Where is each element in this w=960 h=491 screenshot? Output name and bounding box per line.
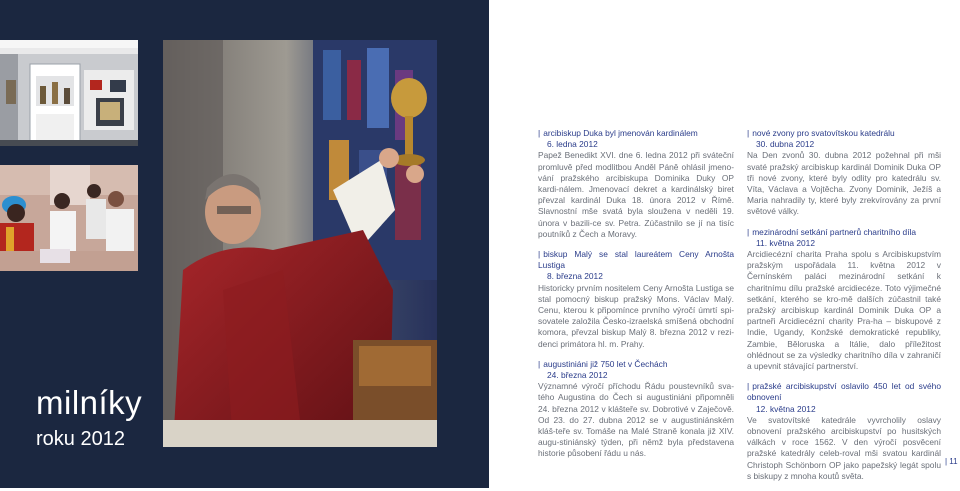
text-column-1: [538, 128, 734, 469]
hospital-photo-art: [0, 165, 138, 271]
milestone-title: | biskup Malý se stal laureátem Ceny Arnošta Lustiga: [538, 249, 734, 271]
milestone-title: | nové zvony pro svatovítskou katedrálu: [747, 128, 895, 138]
milestone-entry: [747, 381, 941, 482]
milestone-entry: [538, 249, 734, 350]
page-number: | 11: [945, 457, 958, 466]
milestone-date: 6. ledna 2012: [547, 139, 598, 150]
page-title-block: [36, 384, 142, 452]
exhibition-photo: [0, 40, 138, 146]
milestone-title: | arcibiskup Duka byl jmenován kardinálem: [538, 128, 698, 138]
milestone-text: Ve svatovítské katedrále vyvrcholily oslavy obnovení pražského arcibiskupství po husitských válkách v roce 1562. V den výročí posvěcení pražské katedrály celeb-roval mši svatou kardinál Christoph Schönborn OP jako papežský legát spolu s biskupy z mnoha koutů světa.: [747, 414, 941, 481]
milestone-date: 11. května 2012: [756, 237, 815, 248]
milestone-date: 8. března 2012: [547, 271, 603, 282]
milestone-title: | mezinárodní setkání partnerů charitního díla: [747, 226, 917, 237]
milestone-entry: [538, 359, 734, 460]
milestone-title: | augustiniáni již 750 let v Čechách: [538, 358, 668, 369]
text-column-2: [747, 128, 941, 491]
page-title: milníky: [36, 384, 143, 421]
milestone-entry: [538, 128, 734, 240]
cardinal-mass-photo: [163, 40, 437, 447]
milestone-text: Významné výročí příchodu Řádu poustevníků sva-tého Augustina do Čech si augustiniáni připomněli 24. března 2012 v klášteře sv. Dobrotivé v Zaječově. Od 23. do 27. dubna 2012 se v augustiniánském kláš-teře sv. Tomáše na Malé Straně konala již XIV. augu-stiniánský týden, při němž byla představena historie působení řádu u nás.: [538, 381, 734, 459]
cardinal-mass-photo-art: [163, 40, 437, 447]
milestone-date: 24. března 2012: [547, 370, 608, 381]
milestone-text: Na Den zvonů 30. dubna 2012 požehnal při mši svaté pražský arcibiskup kardinál Dominik Duka OP tři nové zvony, které byly odlity pro katedrálu sv. Víta, Václava a Vojtěcha. Zvony Dominik, Ježíš a Maria nahradily ty, které byly zrekvírovány za první světové války.: [747, 150, 941, 217]
page-subtitle: roku 2012: [36, 428, 125, 450]
milestone-entry: [747, 227, 941, 373]
milestone-text: Papež Benedikt XVI. dne 6. ledna 2012 při sváteční promluvě před modlitbou Anděl Páně ohlásil jmeno-vání pražského arcibiskupa Dominika Duky OP kardi-nálem. Jmenovací dekret a kardinálský biret převzal kardinál Duka 18. února 2012 v Římě. Slavnostní mše svatá byla sloužena v neděli 19. února v bazili-ce sv. Petra. Zúčastnilo se jí na tisíc poutníků z Čech a Moravy.: [538, 150, 734, 239]
milestone-entry: [747, 128, 941, 218]
milestone-date: 30. dubna 2012: [756, 139, 815, 150]
exhibition-photo-art: [0, 40, 138, 146]
hospital-photo: [0, 165, 138, 271]
milestone-title: | pražské arcibiskupství oslavilo 450 let od svého obnovení: [747, 381, 941, 403]
milestone-text: Arcidiecézní charita Praha spolu s Arcibiskupstvím pražským uspořádala 11. května 2012 v Černínském paláci mezinárodní setkání k charitnímu dílu pražské arcidiecéze. Toto výjimečné setkání, kterého se kro-mě dalších zúčastnil také pražský arcibiskup kardinál Dominik Duka OP a partneři Arcidiecézní charity Pra-ha – biskupové z Indie, Ugandy, Konžské demokratické republiky, Zambie, Běloruska a Itálie, dalo příležitost ohlédnout se za výsledky charitního díla v zahraničí a upevnit stávající partnerství.: [747, 249, 941, 372]
milestone-text: Historicky prvním nositelem Ceny Arnošta Lustiga se stal pomocný biskup pražský Mons. Václav Malý. Cenu, kterou k připomínce prvního výročí úmrtí spi-sovatele založila Česko-izraelská smíšená obchodní komora, převzal biskup Malý 8. března 2012 v rezi-denci primátora hl. m. Prahy.: [538, 282, 734, 349]
milestone-date: 12. května 2012: [756, 403, 816, 414]
